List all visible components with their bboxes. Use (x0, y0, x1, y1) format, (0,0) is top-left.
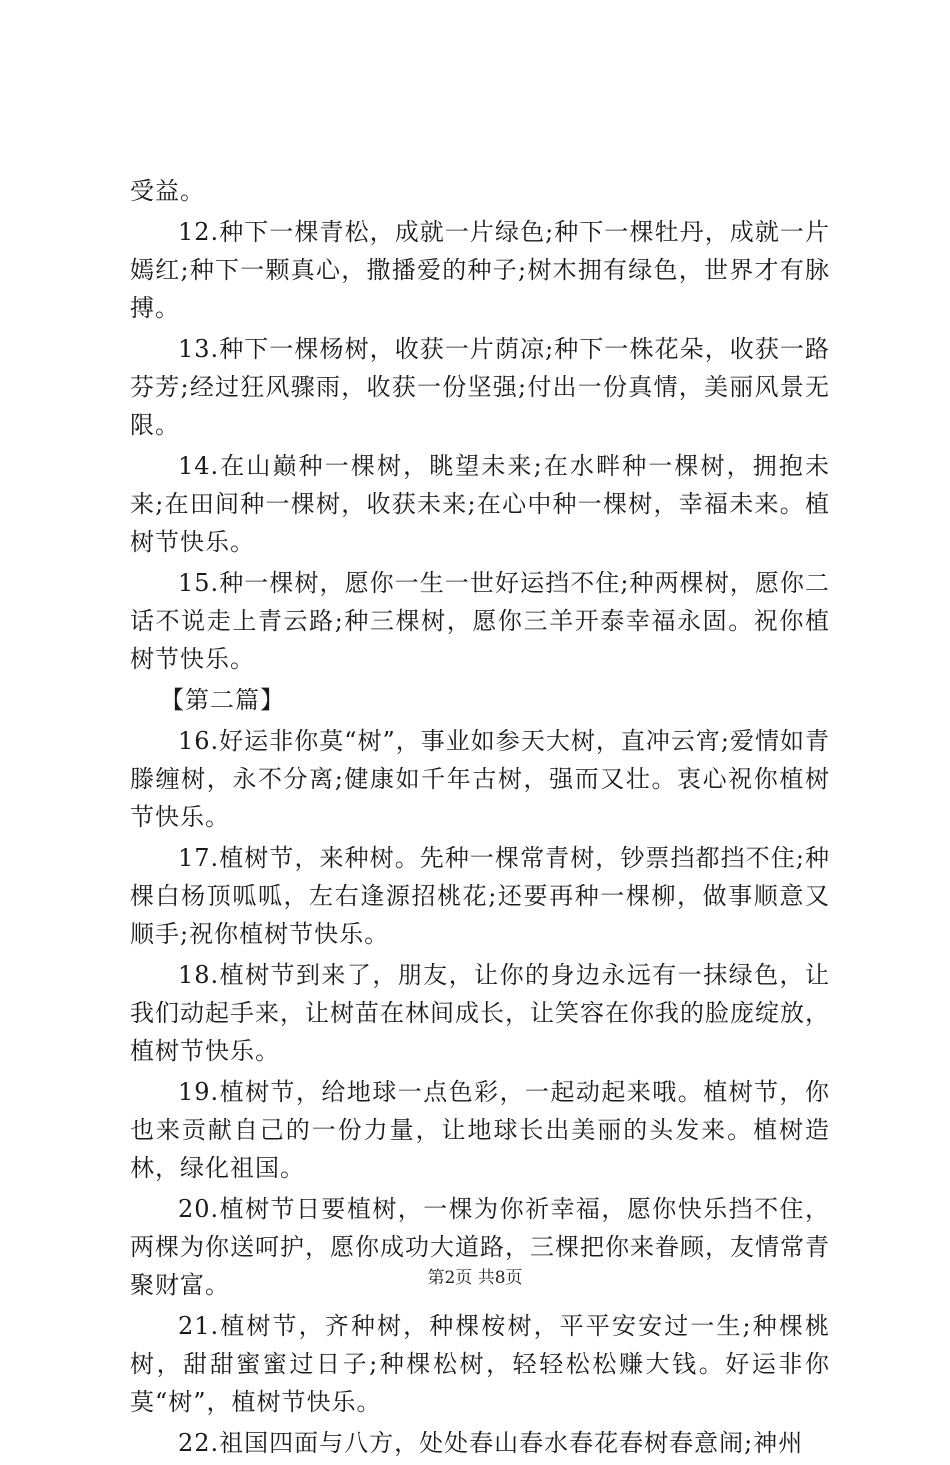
paragraph-item-22: 22.祖国四面与八方，处处春山春水春花春树春意闹;神州 (178, 1429, 804, 1457)
paragraph-item-17: 17.植树节，来种树。先种一棵常青树，钞票挡都挡不住;种棵白杨顶呱呱，左右逢源招桃花;还要再种一棵柳，做事顺意又顺手;祝你植树节快乐。 (130, 844, 830, 948)
section-heading: 【第二篇】 (160, 686, 285, 714)
paragraph-item-21: 21.植树节，齐种树，种棵桉树，平平安安过一生;种棵桃树，甜甜蜜蜜过日子;种棵松树，轻轻松松赚大钱。好运非你莫“树”，植树节快乐。 (130, 1312, 830, 1416)
paragraph-item-20: 20.植树节日要植树，一棵为你祈幸福，愿你快乐挡不住，两棵为你送呵护，愿你成功大道路，三棵把你来眷顾，友情常青聚财富。 (130, 1195, 830, 1299)
paragraph-item-19: 19.植树节，给地球一点色彩，一起动起来哦。植树节，你也来贡献自己的一份力量，让地球长出美丽的头发来。植树造林，绿化祖国。 (130, 1078, 830, 1182)
paragraph-item-15: 15.种一棵树，愿你一生一世好运挡不住;种两棵树，愿你二话不说走上青云路;种三棵树，愿你三羊开泰幸福永固。祝你植树节快乐。 (130, 569, 830, 673)
paragraph-continuation: 受益。 (130, 177, 205, 205)
paragraph-item-16: 16.好运非你莫“树”，事业如参天大树，直冲云宵;爱情如青滕缠树，永不分离;健康如千年古树，强而又壮。衷心祝你植树节快乐。 (130, 727, 830, 831)
paragraph-item-14: 14.在山巅种一棵树，眺望未来;在水畔种一棵树，拥抱未来;在田间种一棵树，收获未来;在心中种一棵树，幸福未来。植树节快乐。 (130, 452, 830, 556)
paragraph-item-13: 13.种下一棵杨树，收获一片荫凉;种下一株花朵，收获一路芬芳;经过狂风骤雨，收获一份坚强;付出一份真情，美丽风景无限。 (130, 335, 830, 439)
page-footer: 第2页 共8页 (427, 1268, 523, 1288)
paragraph-item-18: 18.植树节到来了，朋友，让你的身边永远有一抹绿色，让我们动起手来，让树苗在林间成长，让笑容在你我的脸庞绽放，植树节快乐。 (130, 961, 830, 1065)
paragraph-item-12: 12.种下一棵青松，成就一片绿色;种下一棵牡丹，成就一片嫣红;种下一颗真心，撒播爱的种子;树木拥有绿色，世界才有脉搏。 (130, 218, 830, 322)
